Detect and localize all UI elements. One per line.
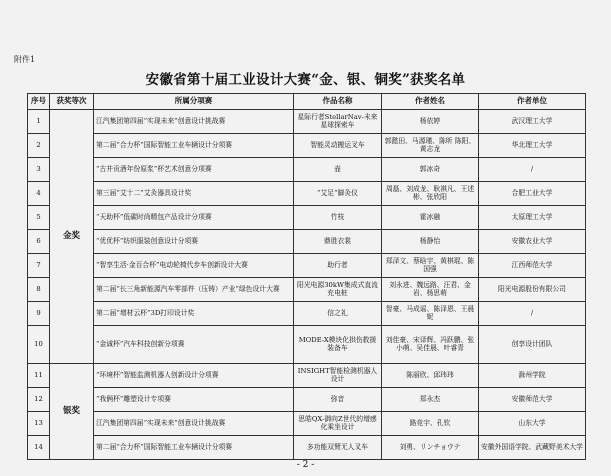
row-no: 6	[28, 230, 50, 254]
page-title: 安徽省第十届工业设计大赛“金、银、铜奖”获奖名单	[145, 72, 466, 88]
header-award: 获奖等次	[50, 94, 94, 110]
row-org: /	[479, 158, 586, 182]
row-org: 江西师范大学	[479, 254, 586, 278]
row-work: 信之礼	[294, 302, 382, 326]
row-authors: 陈丽欣、邱玮玮	[382, 364, 479, 388]
row-org: 安徽农业大学	[479, 230, 586, 254]
table-row	[28, 326, 586, 364]
row-work: 星际行者StellarNav-未来星球探索车	[294, 110, 382, 134]
row-no: 3	[28, 158, 50, 182]
table-row	[28, 436, 586, 460]
row-authors: 智豪、马成谣、陈泽恩、王晨妮	[382, 302, 479, 326]
row-track: 第二届“增材云杯”3D打印设计奖	[94, 302, 294, 326]
row-no: 14	[28, 436, 50, 460]
table-row	[28, 412, 586, 436]
header-track: 所属分项赛	[94, 94, 294, 110]
row-work: INSIGHT智能检测机器人设计	[294, 364, 382, 388]
row-track: 第二届“合力杯”国际智能工业车辆设计分项赛	[94, 134, 294, 158]
table-row	[28, 134, 586, 158]
row-track: “环境杯”智能监测机器人创新设计分项赛	[94, 364, 294, 388]
row-org: 山东大学	[479, 412, 586, 436]
row-no: 1	[28, 110, 50, 134]
row-org: 合肥工业大学	[479, 182, 586, 206]
row-track: “金诚杯”汽车科技创新分项赛	[94, 326, 294, 364]
row-work: MODE-X模块化拱伤救援装备车	[294, 326, 382, 364]
table-row	[28, 278, 586, 302]
table-row	[28, 110, 586, 134]
row-track: 第二届“合力杯”国际智能工业车辆设计分项赛	[94, 436, 294, 460]
row-no: 9	[28, 302, 50, 326]
table-row	[28, 230, 586, 254]
award-gold: 金奖	[50, 110, 94, 364]
row-org: 武汉理工大学	[479, 110, 586, 134]
row-track: “古井贡酒年份原浆”杯艺术创意分项赛	[94, 158, 294, 182]
row-no: 5	[28, 206, 50, 230]
page-number: - 2 -	[296, 460, 315, 470]
row-no: 10	[28, 326, 50, 364]
row-authors: 刘永进、魏远路、汪君、金岩、杨思萌	[382, 278, 479, 302]
attachment-label: 附件1	[14, 55, 36, 64]
row-authors: 路竞宇、孔钦	[382, 412, 479, 436]
table-header-row	[28, 94, 586, 110]
row-track: 第二届“长三角新能源汽车零部件（压铸）产业”绿色设计大赛	[94, 278, 294, 302]
row-authors: 郭懿田、马源瑾、陈昕 陈阳、黄志龙	[382, 134, 479, 158]
row-no: 13	[28, 412, 50, 436]
table-row	[28, 302, 586, 326]
row-authors: 刘佳豪、宋译辉、冯跃鹏、张小萌、吴佳晨、叶睿青	[382, 326, 479, 364]
row-work: 助行者	[294, 254, 382, 278]
row-track: 江汽集团第四届“实现未来”创意设计挑战赛	[94, 412, 294, 436]
row-org: 华北理工大学	[479, 134, 586, 158]
row-work: 多功能双臂无人叉车	[294, 436, 382, 460]
row-org: 安徽外国语学院、武藏野美术大学	[479, 436, 586, 460]
row-org: /	[479, 302, 586, 326]
row-authors: 杨依婷	[382, 110, 479, 134]
row-authors: 郑永杰	[382, 388, 479, 412]
row-no: 8	[28, 278, 50, 302]
row-work: 弥音	[294, 388, 382, 412]
table-row	[28, 364, 586, 388]
row-authors: 郑泽文、蔡晗宇、黄棋琨、陈国强	[382, 254, 479, 278]
table-row	[28, 158, 586, 182]
row-org: 太原理工大学	[479, 206, 586, 230]
award-silver: 银奖	[50, 364, 94, 460]
header-work: 作品名称	[294, 94, 382, 110]
row-no: 12	[28, 388, 50, 412]
row-org: 阳光电源股份有限公司	[479, 278, 586, 302]
row-org: 创享设计团队	[479, 326, 586, 364]
row-work: 竹枝	[294, 206, 382, 230]
row-authors: 郭冰奇	[382, 158, 479, 182]
row-work: 鼎胜衣裳	[294, 230, 382, 254]
row-authors: 周磊、刘成龙、耿祺凡、王述彬、张欣阳	[382, 182, 479, 206]
row-track: “我俩杯”雕塑设计专项赛	[94, 388, 294, 412]
row-no: 4	[28, 182, 50, 206]
row-work: “艾足”脚灸仪	[294, 182, 382, 206]
table-row	[28, 254, 586, 278]
row-no: 2	[28, 134, 50, 158]
row-no: 7	[28, 254, 50, 278]
award-table	[27, 93, 586, 460]
row-track: 第三届“艾十二”艾灸器具设计奖	[94, 182, 294, 206]
table-row	[28, 388, 586, 412]
row-authors: 杨静怡	[382, 230, 479, 254]
row-work: 智能灵动搬运叉车	[294, 134, 382, 158]
row-no: 11	[28, 364, 50, 388]
header-no: 序号	[28, 94, 50, 110]
row-track: “智享生活·金百合杯”电动轮椅代步车创新设计大赛	[94, 254, 294, 278]
row-track: “优优杯”纺织服装创意设计分项赛	[94, 230, 294, 254]
row-org: 安徽师范大学	[479, 388, 586, 412]
row-org: 滁州学院	[479, 364, 586, 388]
table-row	[28, 206, 586, 230]
row-work: 阳光电源30kW集成式直流充电桩	[294, 278, 382, 302]
table-row	[28, 182, 586, 206]
row-authors: 刘勇、リンチョウテ	[382, 436, 479, 460]
row-authors: 霍冰融	[382, 206, 479, 230]
row-work: 思皓QX-御向Z世代的增感化乘坐设计	[294, 412, 382, 436]
header-org: 作者单位	[479, 94, 586, 110]
row-track: “天助杯”低碳时尚精包产品设计分项赛	[94, 206, 294, 230]
header-authors: 作者姓名	[382, 94, 479, 110]
row-work: 壶	[294, 158, 382, 182]
row-track: 江汽集团第四届“实现未来”创意设计挑战赛	[94, 110, 294, 134]
